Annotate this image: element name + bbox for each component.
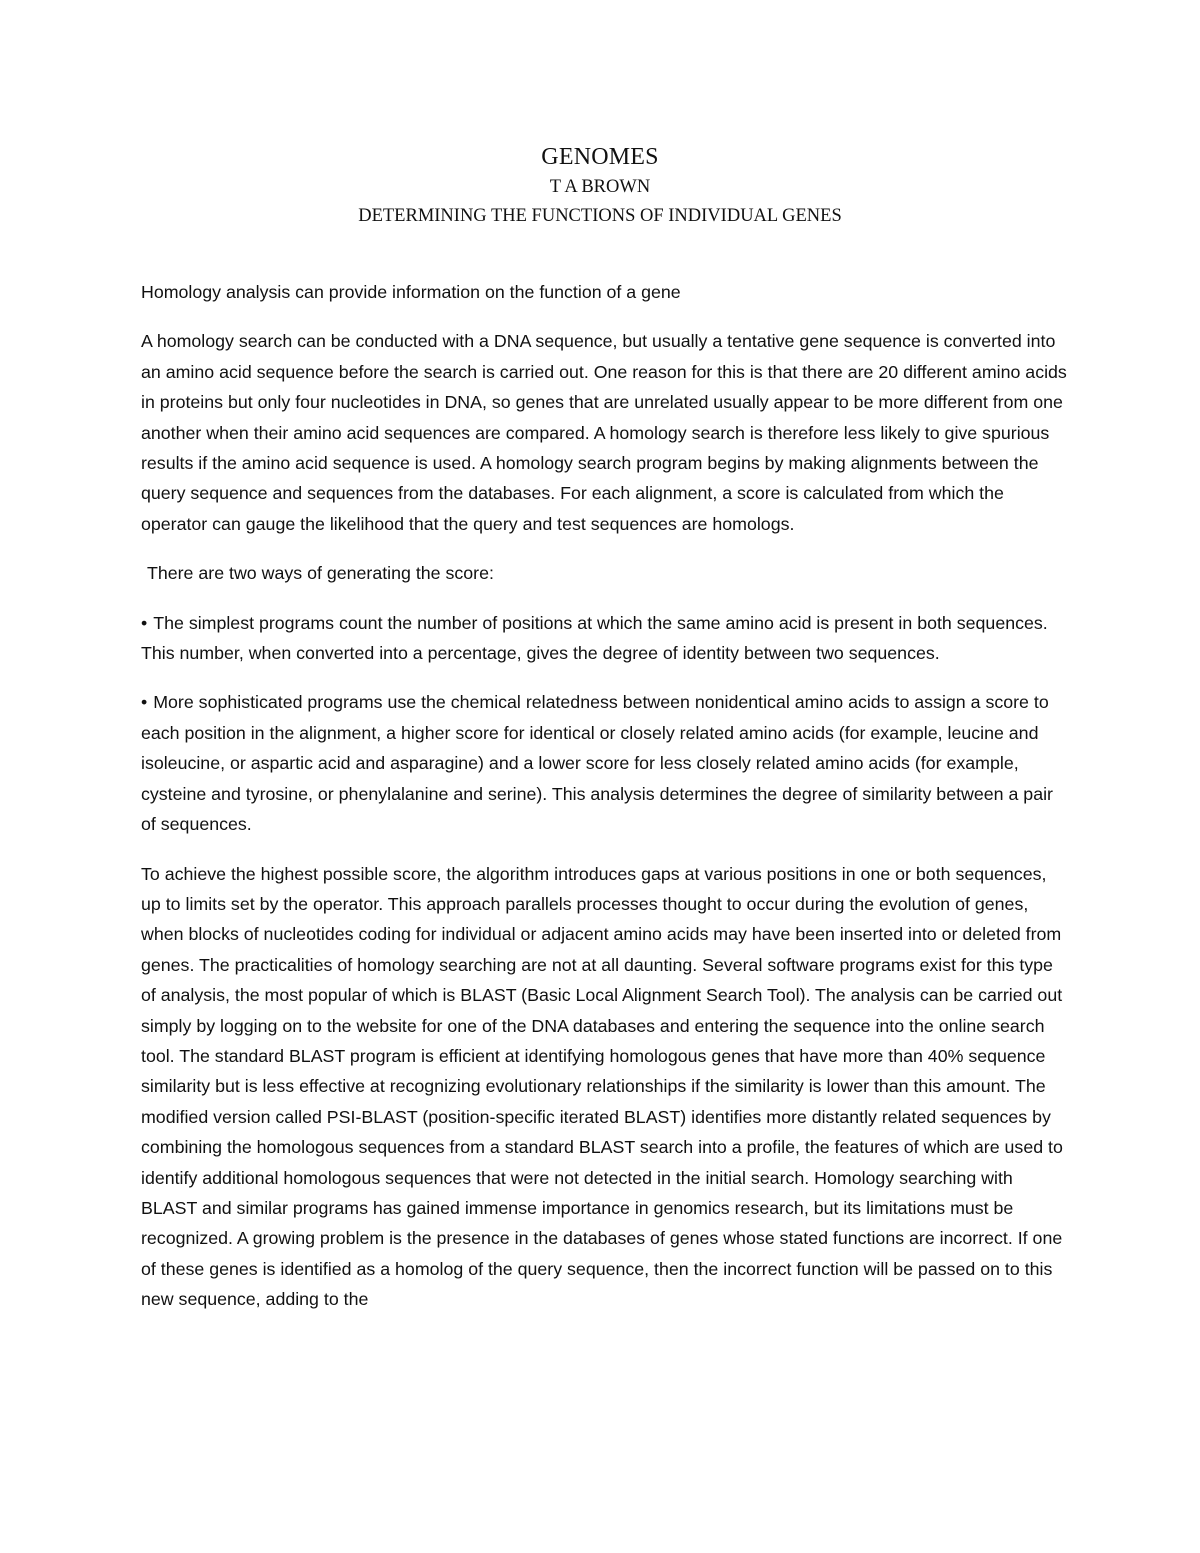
section-heading: Homology analysis can provide information on the function of a gene bbox=[141, 282, 681, 302]
document-body bbox=[141, 277, 1071, 1334]
document-title: GENOMES bbox=[541, 144, 659, 170]
paragraph-homology-search: A homology search can be conducted with a DNA sequence, but usually a tentative gene sequence is converted into an amino acid sequence before the search is carried out. One reason for this is that there are 20 different amino acids in proteins but only four nucleotides in DNA, so genes that are unrelated usually appear to be more different from one another when their amino acid sequences are compared. A homology search is therefore less likely to give spurious results if the amino acid sequence is used. A homology search program begins by making alignments between the query sequence and sequences from the databases. For each alignment, a score is calculated from which the operator can gauge the likelihood that the query and test sequences are homologs. bbox=[141, 331, 1067, 534]
bullet-text: More sophisticated programs use the chemical relatedness between nonidentical amino acids to assign a score to each position in the alignment, a higher score for identical or closely related amino acids (for example, leucine and isoleucine, or aspartic acid and asparagine) and a lower score for less closely related amino acids (for example, cysteine and tyrosine, or phenylalanine and serine). This analysis determines the degree of similarity between a pair of sequences. bbox=[141, 692, 1053, 835]
document-header bbox=[0, 142, 1200, 229]
paragraph-blast: To achieve the highest possible score, the algorithm introduces gaps at various positions in one or both sequences, up to limits set by the operator. This approach parallels processes thought to occur during the evolution of genes, when blocks of nucleotides coding for individual or adjacent amino acids may have been inserted into or deleted from genes. The practicalities of homology searching are not at all daunting. Several software programs exist for this type of analysis, the most popular of which is BLAST (Basic Local Alignment Search Tool). The analysis can be carried out simply by logging on to the website for one of the DNA databases and entering the sequence into the online search tool. The standard BLAST program is efficient at identifying homologous genes that have more than 40% sequence similarity but is less effective at recognizing evolutionary relationships if the similarity is lower than this amount. The modified version called PSI-BLAST (position-specific iterated BLAST) identifies more distantly related sequences by combining the homologous sequences from a standard BLAST search into a profile, the features of which are used to identify additional homologous sequences that were not detected in the initial search. Homology searching with BLAST and similar programs has gained immense importance in genomics research, but its limitations must be recognized. A growing problem is the presence in the databases of genes whose stated functions are incorrect. If one of these genes is identified as a homolog of the query sequence, then the incorrect function will be passed on to this new sequence, adding to the bbox=[141, 863, 1063, 1310]
bullet-item-identity bbox=[141, 608, 1071, 669]
bullet-item-similarity bbox=[141, 687, 1071, 839]
bullet-icon: • bbox=[141, 612, 148, 633]
document-author: T A BROWN bbox=[549, 177, 651, 197]
bullet-text: The simplest programs count the number of positions at which the same amino acid is present in both sequences. This number, when converted into a percentage, gives the degree of identity between two sequences. bbox=[141, 612, 1048, 664]
score-methods-intro: There are two ways of generating the score: bbox=[147, 563, 494, 584]
bullet-icon: • bbox=[141, 692, 148, 713]
chapter-title: DETERMINING THE FUNCTIONS OF INDIVIDUAL GENES bbox=[358, 206, 842, 226]
